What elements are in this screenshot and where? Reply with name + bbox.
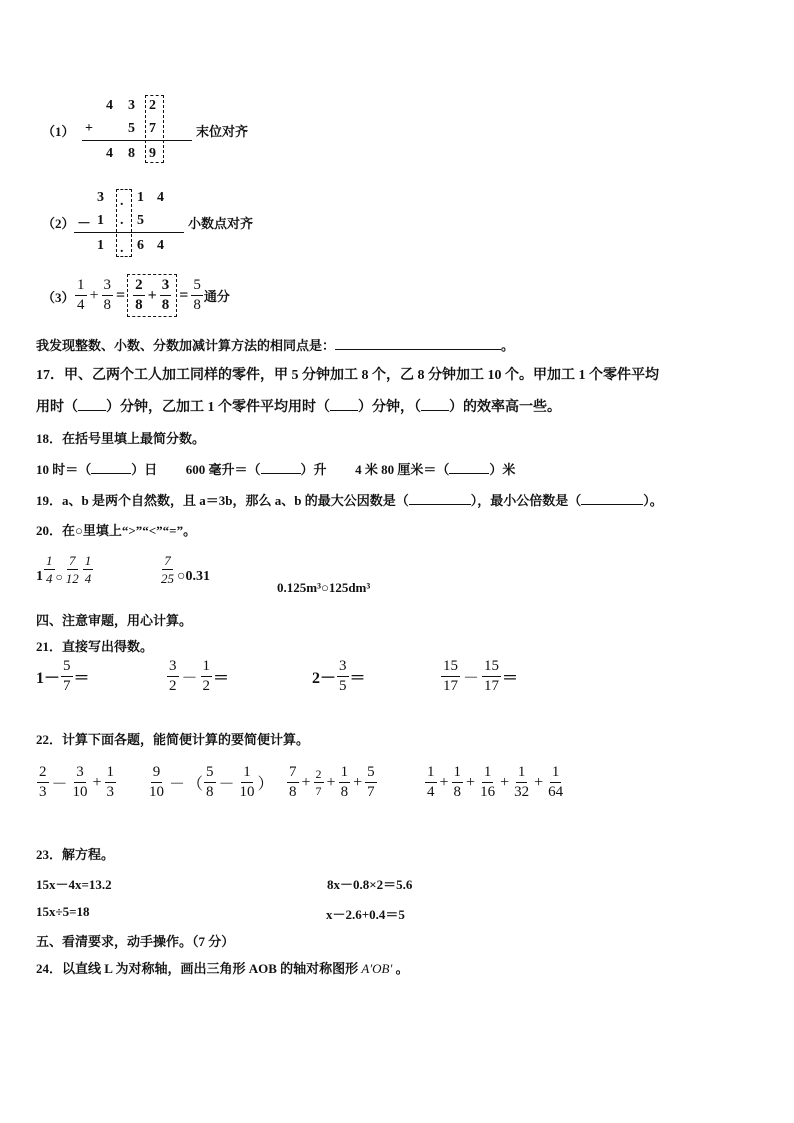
digit: 6 <box>137 238 144 253</box>
figure-label: A′OB′ <box>361 961 393 976</box>
q24: 24．以直线 L 为对称轴，画出三角形 AOB 的轴对称图形 A′OB′ 。 <box>36 961 409 976</box>
answer-blank[interactable] <box>78 410 106 411</box>
alignment-dashed-box <box>145 95 164 163</box>
section-4-heading: 四、注意审题，用心计算。 <box>36 613 193 628</box>
answer-blank[interactable] <box>335 349 501 350</box>
q22-title: 22．计算下面各题，能简便计算的要简便计算。 <box>36 732 310 747</box>
operator: + <box>85 121 93 136</box>
p1-label: （1） <box>42 124 75 139</box>
answer-blank[interactable] <box>91 473 131 474</box>
operator: － <box>77 217 91 232</box>
p2-label: （2） <box>42 216 75 231</box>
digit: 3 <box>97 190 104 205</box>
equation-1: 15x－4x=13.2 <box>36 877 112 892</box>
q22-expr2: $\frac{9}{10}$ － （ $\frac{5}{8}$ － $\frac{1}{10}$ ） <box>149 764 274 800</box>
discover-line: 我发现整数、小数、分数加减计算方法的相同点是： 。 <box>36 338 515 353</box>
digit: 4 <box>106 146 113 161</box>
fraction: $\frac{1}{4}$ <box>77 277 85 313</box>
p3-label: （3） <box>42 290 75 305</box>
answer-blank[interactable] <box>449 473 489 474</box>
q23-title: 23．解方程。 <box>36 847 115 862</box>
digit: 5 <box>137 213 144 228</box>
q21-expr3: 2－ $\frac{3}{5}$ ＝ <box>312 658 366 694</box>
q20-title: 20．在○里填上“>”“<”“=”。 <box>36 523 197 538</box>
digit: 3 <box>128 98 135 113</box>
equation-3: 15x÷5=18 <box>36 904 90 919</box>
answer-blank[interactable] <box>409 504 471 505</box>
p1-note: 末位对齐 <box>196 124 249 139</box>
q20-item1: 1 $\frac{1}{4}$ ○ $\frac{7}{12}$ $\frac{1}{4}$ <box>36 553 92 586</box>
q17-line1: 17．甲、乙两个工人加工同样的零件，甲 5 分钟加工 8 个，乙 8 分钟加工 10 个。甲加工 1 个零件平均 <box>36 368 659 383</box>
q22-expr1: $\frac{2}{3}$ － $\frac{3}{10}$ + $\frac{1}{3}$ <box>39 764 115 800</box>
q21-title: 21．直接写出得数。 <box>36 639 154 654</box>
q22-expr3: $\frac{7}{8}$ + $\frac{2}{7}$ + $\frac{1}{8}$ + $\frac{5}{7}$ <box>289 764 375 800</box>
digit: 1 <box>97 213 104 228</box>
answer-blank[interactable] <box>330 410 358 411</box>
q20-item3: 0.125m³○125dm³ <box>277 580 371 595</box>
digit: 1 <box>137 190 144 205</box>
digit: 7 <box>149 121 156 136</box>
sum-line <box>82 140 192 141</box>
q17-line2: 用时（ ）分钟，乙加工 1 个零件平均用时（ ）分钟，（ ）的效率高一些。 <box>36 400 561 415</box>
digit: 5 <box>128 121 135 136</box>
q21-expr4: $\frac{15}{17}$ － $\frac{15}{17}$ ＝ <box>443 658 519 694</box>
equation-2: 8x－0.8×2＝5.6 <box>327 877 413 892</box>
q21-expr1: 1－ $\frac{5}{7}$ ＝ <box>36 658 90 694</box>
q20-item2: $\frac{7}{25}$ ○0.31 <box>161 553 210 586</box>
bottom-dot-marker: . <box>120 241 124 256</box>
digit: 8 <box>128 146 135 161</box>
common-denominator-box: $\frac{2}{8}$ + $\frac{3}{8}$ <box>127 274 177 317</box>
decimal-point: . <box>120 213 124 228</box>
p2-note: 小数点对齐 <box>188 216 254 231</box>
answer-blank[interactable] <box>421 410 449 411</box>
answer-blank[interactable] <box>261 473 301 474</box>
q21-expr2: $\frac{3}{2}$ － $\frac{1}{2}$ ＝ <box>169 658 230 694</box>
fraction: $\frac{5}{8}$ <box>193 277 201 313</box>
q18-title: 18．在括号里填上最简分数。 <box>36 431 206 446</box>
digit: 4 <box>106 98 113 113</box>
decimal-alignment-box <box>116 189 132 257</box>
q18-items: 10 时＝（ ）日 600 毫升＝（ ）升 4 米 80 厘米＝（ ）米 <box>36 462 516 477</box>
q19: 19．a、b 是两个自然数，且 a＝3b，那么 a、b 的最大公因数是（ ），最小公倍数是（ ）。 <box>36 493 663 508</box>
difference-line <box>74 232 184 233</box>
fraction: $\frac{3}{8}$ <box>103 277 112 313</box>
top-dot-marker: . <box>120 194 124 209</box>
equation-4: x－2.6+0.4＝5 <box>326 907 405 922</box>
digit: 9 <box>149 146 156 161</box>
digit: 4 <box>157 190 164 205</box>
p3-fraction-expression: $\frac{1}{4}$ + $\frac{3}{8}$ = $\frac{2}{8}$ + $\frac{3}{8}$ = $\frac{5}{8}$ 通分 <box>74 274 230 317</box>
digit: 1 <box>97 238 104 253</box>
digit: 2 <box>149 98 156 113</box>
answer-blank[interactable] <box>581 504 643 505</box>
digit: 4 <box>157 238 164 253</box>
q22-expr4: $\frac{1}{4}$ + $\frac{1}{8}$ + $\frac{1}{16}$ + $\frac{1}{32}$ + $\frac{1}{64}$ <box>427 764 564 800</box>
section-5-heading: 五、看清要求，动手操作。（7 分） <box>36 934 235 949</box>
